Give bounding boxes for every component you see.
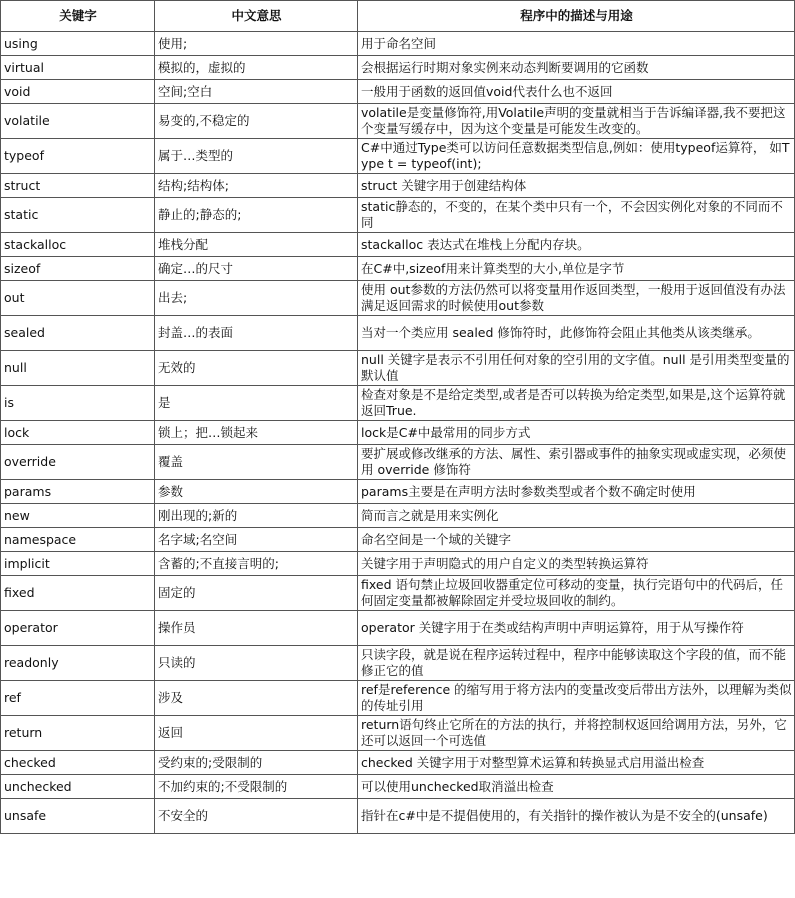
table-row — [1, 504, 795, 528]
description-cell: 指针在c#中是不提倡使用的，有关指针的操作被认为是不安全的(unsafe) — [358, 799, 795, 834]
table-row — [1, 386, 795, 421]
keyword-cell: fixed — [1, 576, 155, 611]
description-cell: null 关键字是表示不引用任何对象的空引用的文字值。null 是引用类型变量的默认值 — [358, 351, 795, 386]
meaning-cell: 刚出现的;新的 — [155, 504, 358, 528]
meaning-cell: 只读的 — [155, 646, 358, 681]
header-description: 程序中的描述与用途 — [358, 1, 795, 32]
table-row — [1, 552, 795, 576]
table-row — [1, 32, 795, 56]
meaning-cell: 返回 — [155, 716, 358, 751]
description-cell: 使用 out参数的方法仍然可以将变量用作返回类型，一般用于返回值没有办法满足返回需求的时候使用out参数 — [358, 281, 795, 316]
meaning-cell: 是 — [155, 386, 358, 421]
table-row — [1, 646, 795, 681]
keyword-cell: struct — [1, 174, 155, 198]
meaning-cell: 参数 — [155, 480, 358, 504]
meaning-cell: 结构;结构体; — [155, 174, 358, 198]
table-row — [1, 421, 795, 445]
header-meaning: 中文意思 — [155, 1, 358, 32]
table-row — [1, 139, 795, 174]
description-cell: params主要是在声明方法时参数类型或者个数不确定时使用 — [358, 480, 795, 504]
description-cell: 一般用于函数的返回值void代表什么也不返回 — [358, 80, 795, 104]
meaning-cell: 名字域;名空间 — [155, 528, 358, 552]
meaning-cell: 覆盖 — [155, 445, 358, 480]
description-cell: 检查对象是不是给定类型,或者是否可以转换为给定类型,如果是,这个运算符就返回True. — [358, 386, 795, 421]
meaning-cell: 涉及 — [155, 681, 358, 716]
description-cell: static静态的，不变的，在某个类中只有一个，不会因实例化对象的不同而不同 — [358, 198, 795, 233]
meaning-cell: 受约束的;受限制的 — [155, 751, 358, 775]
keyword-cell: readonly — [1, 646, 155, 681]
description-cell: 要扩展或修改继承的方法、属性、索引器或事件的抽象实现或虚实现，必须使用 override 修饰符 — [358, 445, 795, 480]
meaning-cell: 出去; — [155, 281, 358, 316]
description-cell: stackalloc 表达式在堆栈上分配内存块。 — [358, 233, 795, 257]
table-row — [1, 799, 795, 834]
keyword-cell: sizeof — [1, 257, 155, 281]
keyword-cell: ref — [1, 681, 155, 716]
keyword-cell: volatile — [1, 104, 155, 139]
keyword-cell: null — [1, 351, 155, 386]
description-cell: 命名空间是一个域的关键字 — [358, 528, 795, 552]
keyword-cell: override — [1, 445, 155, 480]
table-row — [1, 681, 795, 716]
table-row — [1, 104, 795, 139]
keyword-cell: sealed — [1, 316, 155, 351]
meaning-cell: 确定…的尺寸 — [155, 257, 358, 281]
meaning-cell: 不加约束的;不受限制的 — [155, 775, 358, 799]
table-row — [1, 233, 795, 257]
table-row — [1, 775, 795, 799]
meaning-cell: 不安全的 — [155, 799, 358, 834]
keyword-cell: namespace — [1, 528, 155, 552]
table-row — [1, 528, 795, 552]
header-row — [1, 1, 795, 32]
table-row — [1, 174, 795, 198]
description-cell: struct 关键字用于创建结构体 — [358, 174, 795, 198]
table-row — [1, 611, 795, 646]
keyword-cell: unchecked — [1, 775, 155, 799]
keyword-cell: is — [1, 386, 155, 421]
table-row — [1, 576, 795, 611]
keyword-cell: stackalloc — [1, 233, 155, 257]
description-cell: 关键字用于声明隐式的用户自定义的类型转换运算符 — [358, 552, 795, 576]
meaning-cell: 含蓄的;不直接言明的; — [155, 552, 358, 576]
description-cell: 可以使用unchecked取消溢出检查 — [358, 775, 795, 799]
description-cell: checked 关键字用于对整型算术运算和转换显式启用溢出检查 — [358, 751, 795, 775]
meaning-cell: 模拟的，虚拟的 — [155, 56, 358, 80]
keyword-cell: implicit — [1, 552, 155, 576]
description-cell: volatile是变量修饰符,用Volatile声明的变量就相当于告诉编译器,我不要把这个变量写缓存中，因为这个变量是可能发生改变的。 — [358, 104, 795, 139]
keyword-cell: operator — [1, 611, 155, 646]
description-cell: operator 关键字用于在类或结构声明中声明运算符，用于从写操作符 — [358, 611, 795, 646]
meaning-cell: 固定的 — [155, 576, 358, 611]
description-cell: 会根据运行时期对象实例来动态判断要调用的它函数 — [358, 56, 795, 80]
table-row — [1, 351, 795, 386]
table-row — [1, 56, 795, 80]
table-row — [1, 257, 795, 281]
table-row — [1, 281, 795, 316]
keyword-cell: void — [1, 80, 155, 104]
table-row — [1, 198, 795, 233]
meaning-cell: 操作员 — [155, 611, 358, 646]
description-cell: 当对一个类应用 sealed 修饰符时，此修饰符会阻止其他类从该类继承。 — [358, 316, 795, 351]
meaning-cell: 封盖…的表面 — [155, 316, 358, 351]
meaning-cell: 静止的;静态的; — [155, 198, 358, 233]
table-row — [1, 480, 795, 504]
meaning-cell: 属于…类型的 — [155, 139, 358, 174]
description-cell: return语句终止它所在的方法的执行，并将控制权返回给调用方法，另外，它还可以返回一个可选值 — [358, 716, 795, 751]
description-cell: 在C#中,sizeof用来计算类型的大小,单位是字节 — [358, 257, 795, 281]
meaning-cell: 使用; — [155, 32, 358, 56]
keyword-cell: lock — [1, 421, 155, 445]
keyword-cell: params — [1, 480, 155, 504]
meaning-cell: 堆栈分配 — [155, 233, 358, 257]
header-keyword: 关键字 — [1, 1, 155, 32]
meaning-cell: 空间;空白 — [155, 80, 358, 104]
keyword-cell: return — [1, 716, 155, 751]
table-row — [1, 316, 795, 351]
meaning-cell: 无效的 — [155, 351, 358, 386]
keyword-cell: static — [1, 198, 155, 233]
keyword-cell: new — [1, 504, 155, 528]
description-cell: fixed 语句禁止垃圾回收器重定位可移动的变量，执行完语句中的代码后，任何固定变量都被解除固定并受垃圾回收的制约。 — [358, 576, 795, 611]
description-cell: C#中通过Type类可以访问任意数据类型信息,例如：使用typeof运算符， 如Type t = typeof(int); — [358, 139, 795, 174]
meaning-cell: 锁上；把…锁起来 — [155, 421, 358, 445]
table-row — [1, 80, 795, 104]
keyword-cell: typeof — [1, 139, 155, 174]
description-cell: 简而言之就是用来实例化 — [358, 504, 795, 528]
table-row — [1, 751, 795, 775]
keyword-cell: using — [1, 32, 155, 56]
keyword-cell: checked — [1, 751, 155, 775]
table-row — [1, 716, 795, 751]
meaning-cell: 易变的,不稳定的 — [155, 104, 358, 139]
description-cell: ref是reference 的缩写用于将方法内的变量改变后带出方法外，以理解为类似的传址引用 — [358, 681, 795, 716]
description-cell: 用于命名空间 — [358, 32, 795, 56]
keyword-cell: virtual — [1, 56, 155, 80]
description-cell: 只读字段，就是说在程序运转过程中，程序中能够读取这个字段的值，而不能修正它的值 — [358, 646, 795, 681]
keyword-cell: out — [1, 281, 155, 316]
table-row — [1, 445, 795, 480]
description-cell: lock是C#中最常用的同步方式 — [358, 421, 795, 445]
keyword-cell: unsafe — [1, 799, 155, 834]
